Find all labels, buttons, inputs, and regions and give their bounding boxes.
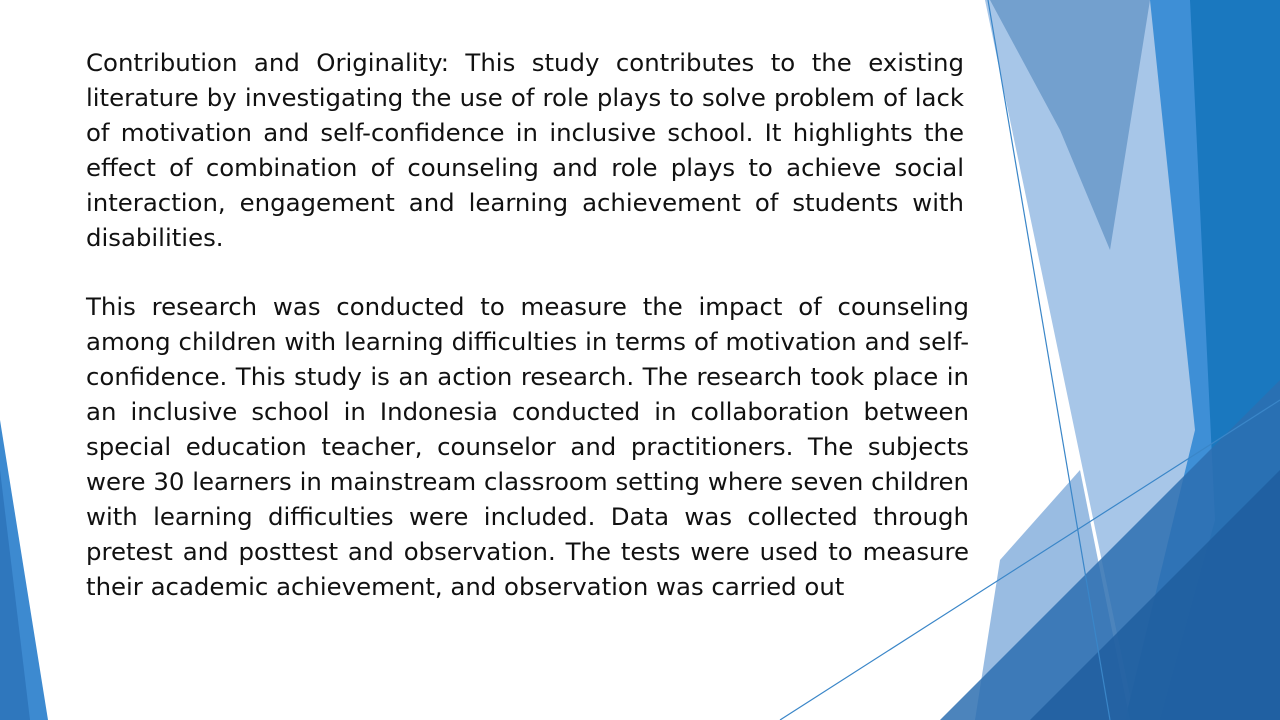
research-summary-paragraph: This research was conducted to measure the impact of counseling among children with learning difficulties in terms of motivation and self-confidence. This study is an action research. The research took place in an inclusive school in Indonesia conducted in collaboration between special education teacher, counselor and practitioners. The subjects were 30 learners in mainstream classroom setting where seven children with learning difficulties were included. Data was collected through pretest and posttest and observation. The tests were used to measure their academic achievement, and observation was carried out xyxy=(86,292,969,601)
contribution-paragraph: Contribution and Originality: This study contributes to the existing literature by investigating the use of role plays to solve problem of lack of motivation and self-confidence in inclusive school. It highlights the effect of combination of counseling and role plays to achieve social interaction, engagement and learning achievement of students with disabilities. xyxy=(86,48,964,252)
